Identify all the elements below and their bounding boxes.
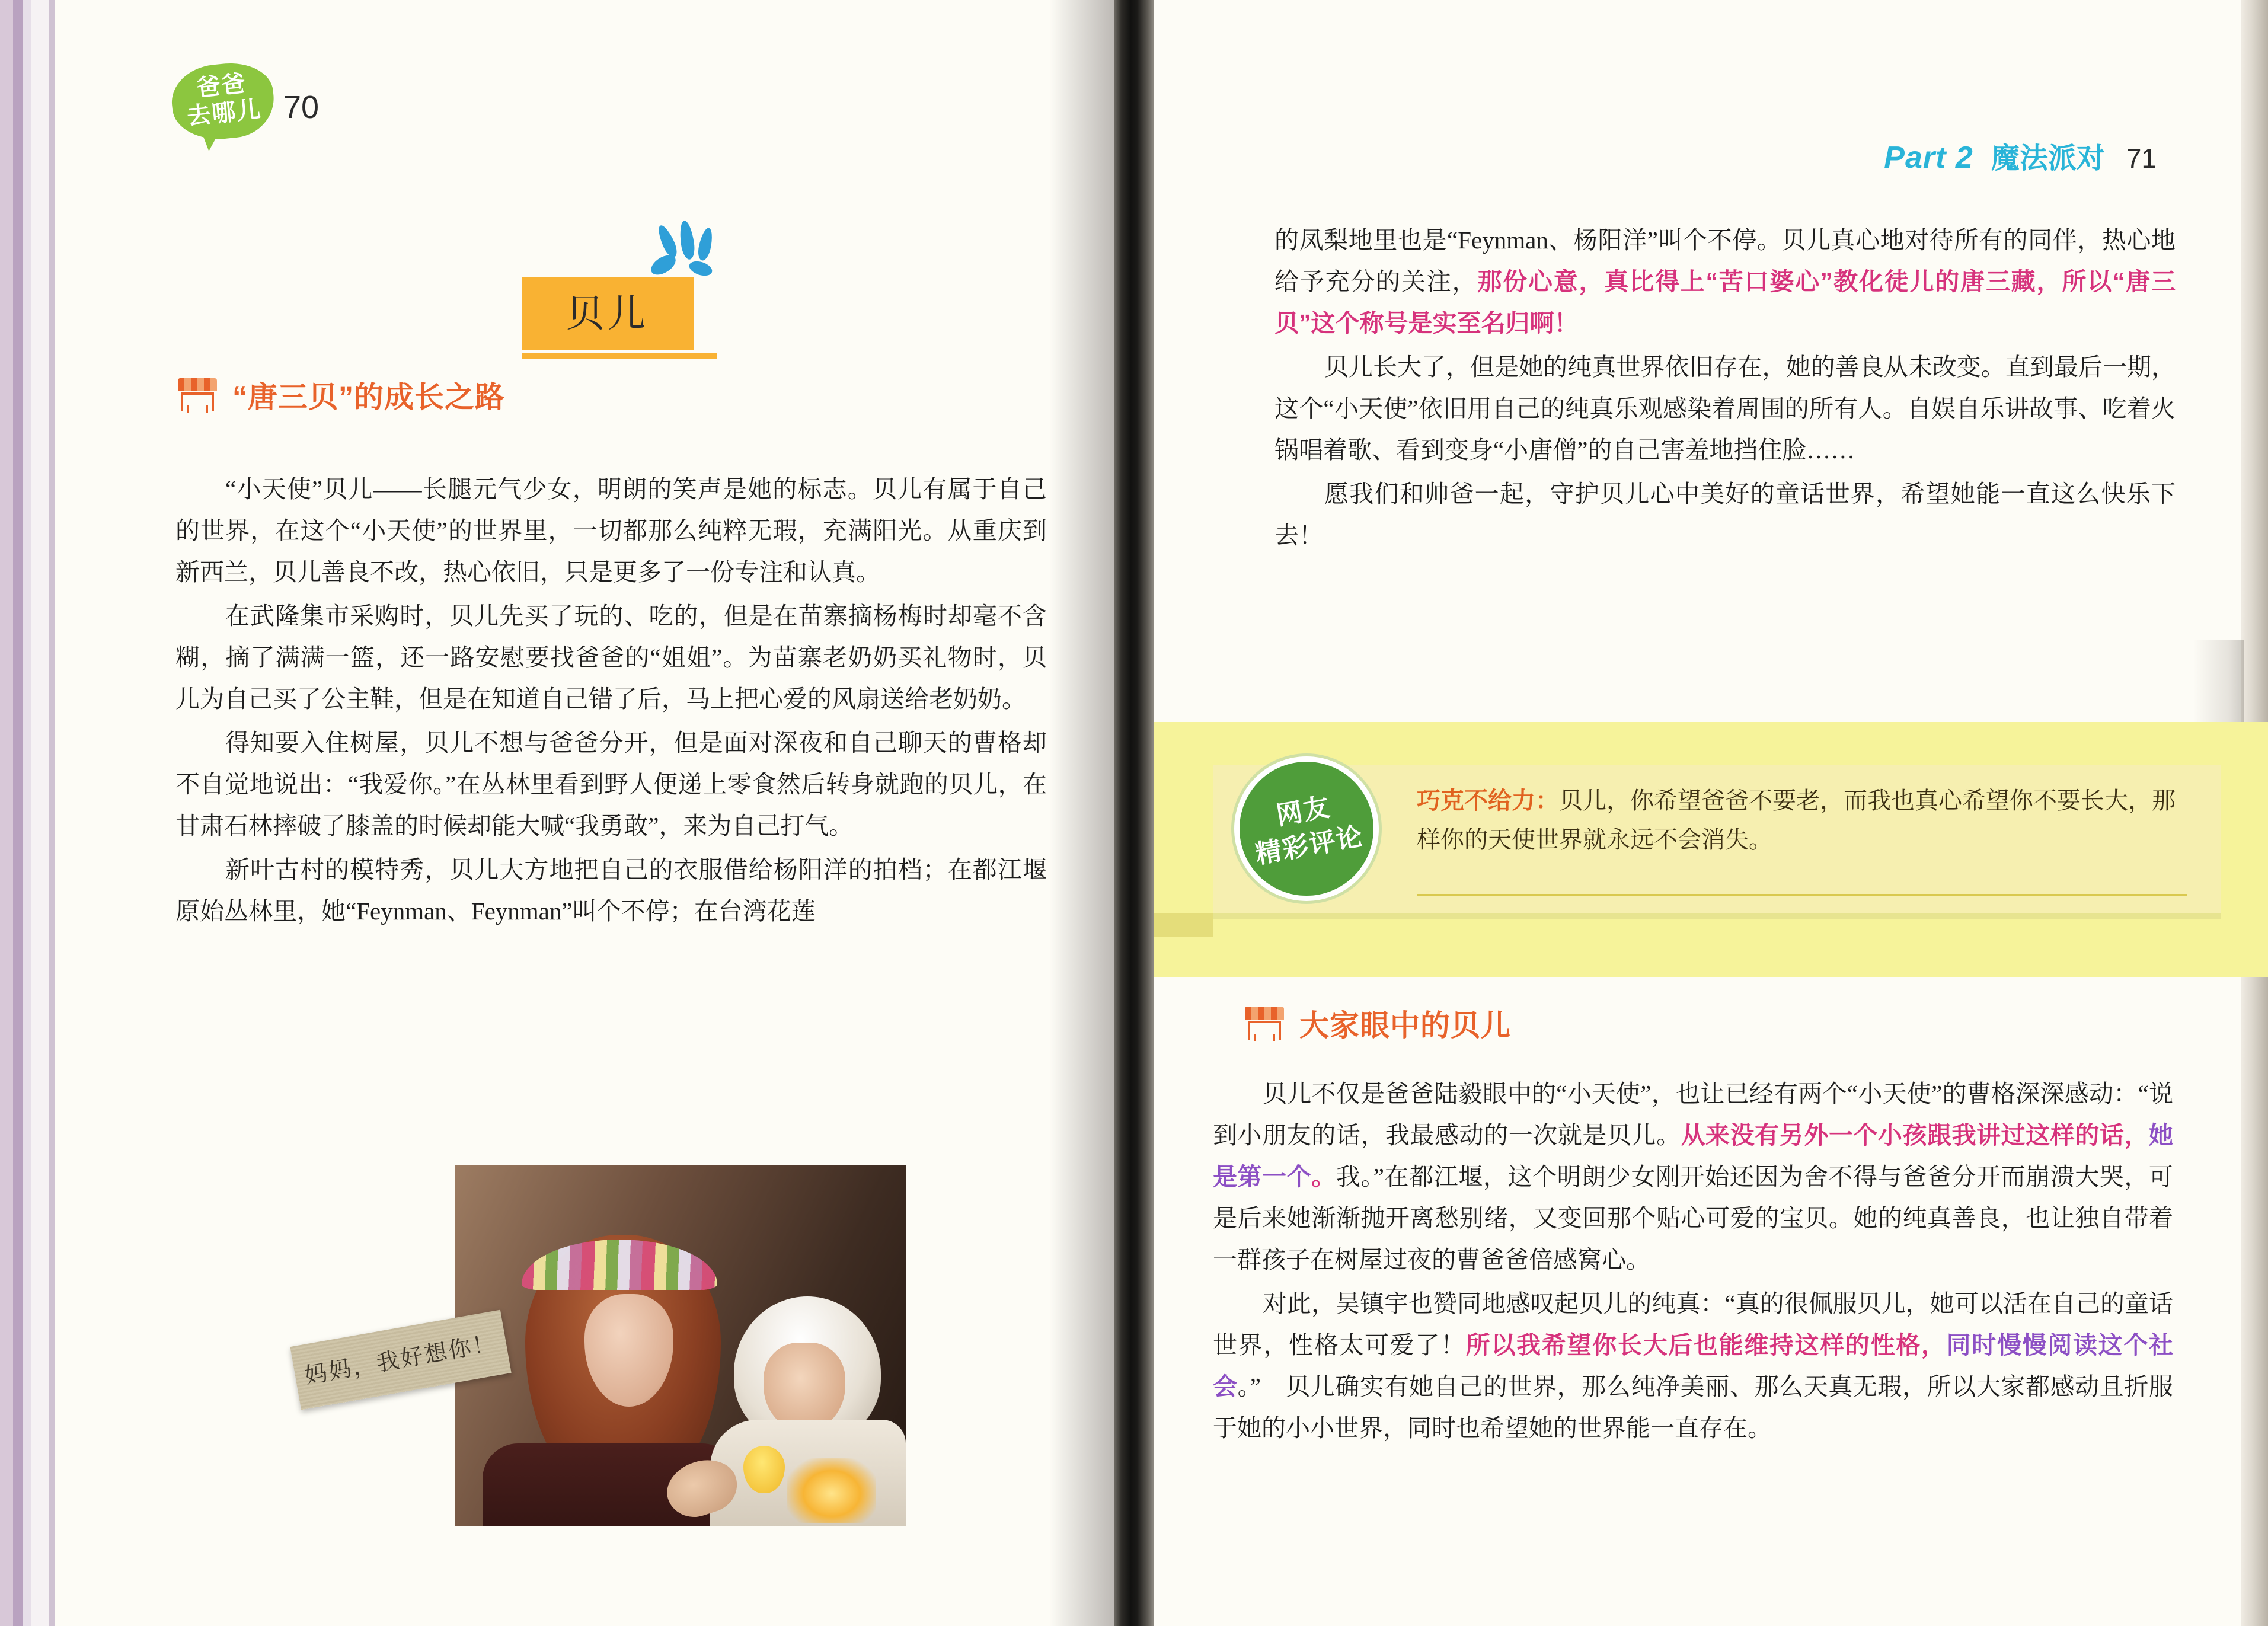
paragraph-segment-highlight: 所以我希望你长大后也能维持这样的性格， [1465, 1331, 1947, 1359]
chapter-title: 贝儿 [566, 292, 649, 335]
paragraph: 贝儿长大了，但是她的纯真世界依旧存在，她的善良从未改变。直到最后一期，这个“小天使”依旧用自己的纯真乐观感染着周围的所有人。自娱自乐讲故事、吃着火锅唱着歌、看到变身“小唐僧”的自己害羞地挡住脸…… [1274, 353, 2176, 464]
badge-line1: 网友 [1274, 792, 1333, 831]
paragraph: 在武隆集市采购时，贝儿先买了玩的、吃的，但是在苗寨摘杨梅时却毫不含糊，摘了满满一篮，还一路安慰要找爸爸的“姐姐”。为苗寨老奶奶买礼物时，贝儿为自己买了公主鞋，但是在知道自己错了后，马上把心爱的风扇送给老奶奶。 [175, 602, 1047, 713]
right-section-heading [1245, 1002, 1511, 1044]
page-edge-strip-4 [31, 0, 49, 1626]
chapter-title-underline [522, 353, 717, 359]
chapter-photo [455, 1165, 906, 1526]
splash-drop [655, 223, 680, 259]
paragraph [1213, 1283, 2173, 1449]
netizen-comment-text [1417, 781, 2181, 860]
netizen-comment-badge [1234, 756, 1379, 901]
paragraph-segment: 贝儿确实有她自己的世界，那么纯净美丽、那么天真无瑕，所以大家都感动且折服于她的小小世界，同时也希望她的世界能一直存在。 [1213, 1373, 2174, 1442]
right-section-heading-label: 大家眼中的贝儿 [1299, 1009, 1511, 1042]
paragraph: 新叶古村的模特秀，贝儿大方地把自己的衣服借给杨阳洋的拍档；在都江堰原始丛林里，她“Feynman、Feynman”叫个不停；在台湾花莲 [175, 856, 1047, 925]
shop-leg [1254, 1034, 1256, 1041]
part-title: 魔法派对 [1991, 143, 2105, 174]
badge-line2: 精彩评论 [1253, 821, 1366, 870]
paragraph: 得知要入住树屋，贝儿不想与爸爸分开，但是面对深夜和自己聊天的曹格却不自觉地说出：“我爱你。”在丛林里看到野人便递上零食然后转身就跑的贝儿，在甘肃石林摔破了膝盖的时候却能大喊“我勇敢”，来为自己打气。 [175, 729, 1047, 839]
chapter-title-plate [522, 277, 694, 350]
logo-text-line1: 爸爸 [195, 70, 248, 102]
left-body-text [175, 468, 1047, 934]
right-page-header [1884, 135, 2157, 176]
part-label: Part 2 [1884, 140, 1973, 175]
right-bottom-body-text [1213, 1073, 2173, 1451]
paragraph-segment: 对此，吴镇宇也赞同地感叹起贝儿的纯真：“真的很佩服贝儿，她可以活在自己的童话世界，性格太可爱了！ [1213, 1290, 2173, 1359]
paragraph-segment-highlight: 从来没有另外一个小孩跟我讲过这样的话， [1681, 1122, 2149, 1149]
left-section-heading-label: “唐三贝”的成长之路 [232, 381, 505, 414]
splash-drop [688, 258, 714, 278]
shop-icon [1245, 1007, 1284, 1040]
page-edge-strip-1 [0, 0, 13, 1626]
paragraph-segment-highlight: 同时慢慢阅读这个社会 [1213, 1331, 2174, 1400]
book-spine [1114, 0, 1154, 1626]
shop-body [181, 392, 214, 411]
paragraph [1213, 1073, 2173, 1280]
splash-drop [696, 227, 714, 262]
photo-caption-text: 妈妈，我好想你！ [302, 1330, 499, 1389]
right-top-body-text [1274, 219, 2176, 558]
photo-child-face [764, 1343, 845, 1432]
logo-text-line2: 去哪儿 [186, 96, 263, 130]
splash-drop [678, 220, 697, 260]
comment-underline [1417, 894, 2187, 896]
right-page-number: 71 [2126, 143, 2157, 174]
logo-text [170, 67, 277, 132]
shop-icon [178, 378, 217, 411]
shop-roof [178, 378, 217, 391]
netizen-comment-badge-text [1229, 751, 1384, 906]
comment-band-fold [1154, 913, 1213, 937]
shop-leg [187, 405, 189, 413]
page-edge-strip-2 [13, 0, 23, 1626]
paragraph-segment-highlight: 她是第一个 [1213, 1122, 2173, 1190]
paragraph-segment: 我。”在都江堰，这个明朗少女刚开始还因为舍不得与爸爸分开而崩溃大哭，可是后来她渐渐抛开离愁别绪，又变回那个贴心可爱的宝贝。她的纯真善良，也让独自带着一群孩子在树屋过夜的曹爸爸倍感窝心。 [1213, 1163, 2174, 1273]
shop-body [1248, 1021, 1281, 1040]
paragraph-segment: 。” [1237, 1373, 1261, 1400]
paragraph-segment: 贝儿不仅是爸爸陆毅眼中的“小天使”，也让已经有两个“小天使”的曹格深深感动：“说到小朋友的话，我最感动的一次就是贝儿。 [1213, 1080, 2173, 1149]
left-page-number: 70 [283, 90, 320, 125]
page-edge-strip-5 [49, 0, 55, 1626]
spine-shadow-left [1049, 0, 1114, 1626]
page-edge-strip-3 [23, 0, 31, 1626]
shop-leg [206, 405, 208, 413]
comment-username: 巧克不给力： [1417, 788, 1559, 814]
shop-leg [1273, 1034, 1275, 1041]
paragraph-segment-highlight: 。 [1311, 1163, 1336, 1190]
shop-roof [1245, 1007, 1284, 1020]
paragraph-segment-highlight: 那份心意，真比得上“苦口婆心”教化徒儿的唐三藏，所以“唐三贝”这个称号是实至名归啊！ [1274, 268, 2176, 337]
photo-toy [743, 1446, 785, 1493]
book-logo-badge [172, 64, 279, 153]
paragraph [1274, 219, 2176, 344]
paragraph: 愿我们和帅爸一起，守护贝儿心中美好的童话世界，希望她能一直这么快乐下去！ [1274, 480, 2176, 549]
paragraph: “小天使”贝儿——长腿元气少女，明朗的笑声是她的标志。贝儿有属于自己的世界，在这个“小天使”的世界里，一切都那么纯粹无瑕，充满阳光。从重庆到新西兰，贝儿善良不改，热心依旧，只是更多了一份专注和认真。 [175, 475, 1047, 586]
water-splash-icon [633, 221, 722, 286]
left-section-heading [178, 373, 505, 416]
photo-light-glow [787, 1458, 876, 1523]
comment-body: 贝儿，你希望爸爸不要老，而我也真心希望你不要长大，那样你的天使世界就永远不会消失。 [1417, 788, 2176, 853]
paragraph-segment: 的凤梨地里也是“Feynman、杨阳洋”叫个不停。贝儿真心地对待所有的同伴，热心地给予充分的关注， [1274, 226, 2176, 295]
